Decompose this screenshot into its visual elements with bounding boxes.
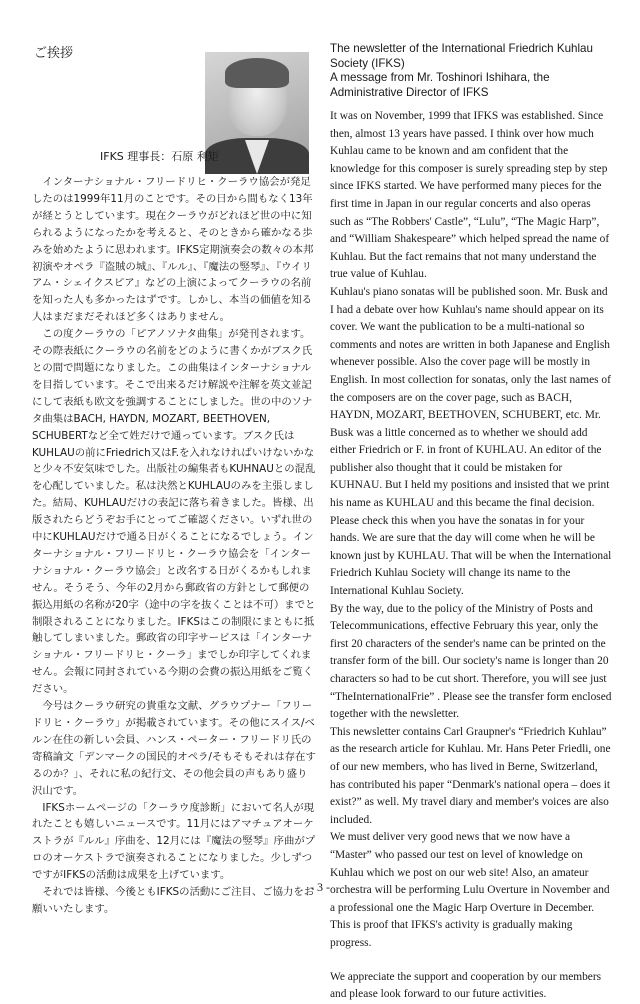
jp-message-body [32,174,316,918]
photo-caption: IFKS 理事長：石原 利矩 [100,150,219,163]
en-paragraph: Kuhlau's piano sonatas will be published soon. Mr. Busk and I had a debate over how Kuhlau's name should appear on its cover. We want the publication to be a multi-national so comments and notes are written in both Japanese and English whenever possible. Also the cover page will be mostly in English. In most collection for sonatas, only the last names of the composers are on the cover page, such as BACH, HAYDN, MOZART, BEETHOVEN, SCHUBERT, etc. Mr. Busk was a little concerned as to whether we should add either Friedrich or F. in front of KUHLAU. An editor of the publisher also thought that it could be mistaken for KUHNAU. But I held my positions and insisted that we print his name as KUHLAU and this became the final decision. Please check this when you have the sonatas in for your hands. We are sure that the day will come when he will be known just by KUHLAU. That will be when the International Friedrich Kuhlau Society will change its name to the International Kuhlau Society. [330,285,612,598]
en-closing-paragraph: We appreciate the support and cooperation by our members and please look forward to our future activities. [330,970,602,1001]
en-message-body [330,108,614,1004]
paragraph-gap [330,953,614,969]
en-paragraph: By the way, due to the policy of the Ministry of Posts and Telecommunications, effective February this year, only the first 20 characters of the sender's name can be printed on the transfer form of the bill. Our society's name is longer than 20 characters so had to be cut short. Therefore, you will see just “TheInternationalFrie” . Please see the transfer form enclosed together with the newsletter. [330,602,612,721]
page-number: - 3 - [310,880,330,894]
jp-paragraph: インターナショナル・フリードリヒ・クーラウ協会が発足したのは1999年11月のことです。その日から間もなく13年が経とうとしています。現在クーラウがどれほど世の中に知られるようになったかを考えると、そのときから確かなる歩みを始めたように思われます。IFKS定期演奏会の数々の本邦初演やオペラ『盗賊の城』、『ルル』、『魔法の竪琴』、『ウイリアム・シェイクスピア』などの上演によってクーラウの名前を知った人も多かったはずです。しかし、本当の価値を知る人はまだまだそれほど多くはありません。 [32,176,314,324]
en-title-line: Administrative Director of IFKS [330,85,489,99]
en-paragraph: It was on November, 1999 that IFKS was established. Since then, almost 13 years have passed. I think over how much Kuhlau came to be known and am confident that the knowledge for this composer is surely spreading step by step since IFKS started. We have performed many pieces for the first time in Japan in our regular concerts and also operas such as “The Robbers' Castle”, “Lulu”, “The Magic Harp”, and “William Shakespeare” which helped spread the name of Kuhlau. But the fact remains that not many understand the true value of Kuhlau. [330,110,610,281]
director-portrait-photo [205,52,309,174]
jp-paragraph: IFKSホームページの「クーラウ度診断」において名人が現れたことも嬉しいニュースです。11月にはアマチュアオーケストラが『ルル』序曲を、12月には『魔法の竪琴』序曲がプロのオーケストラで演奏されることになりました。少しずつですがIFKSの活動は成果を上げています。 [32,801,316,882]
portrait-hair [225,58,289,88]
en-paragraph: This newsletter contains Carl Graupner's “Friedrich Kuhlau” as the research article for Kuhlau. Mr. Hans Peter Friedli, one of our new members, who has lived in Berne, Switzerland, has contributed his paper “Denmark's national opera – does it exist?” as well. My travel diary and member's voices are also included. [330,725,611,826]
jp-paragraph: この度クーラウの「ピアノソナタ曲集」が発刊されます。その際表紙にクーラウの名前をどのように書くかがブスク氏との間で問題になりました。この曲集はインターナショナルを目指しています。そこで出来るだけ解説や注解を英文並記にして表紙も欧文を強調することにしました。世の中のソナタ曲集はBACH, HAYDN, MOZART, BEETHOVEN, SCHUBERTなど全て姓だけで通っています。ブスク氏はKUHLAUの前にFriedrich又はF.を入れなければいけないかなと少々不安気味でした。出版社の編集者もKUHNAUとの混乱を心配していました。私は決然とKUHLAUのみを主張しました。結局、KUHLAUだけの表記に落ち着きました。皆様、出版されたらどうぞお手にとってご確認ください。いずれ世の中にKUHLAUだけで通る日がくることになるでしょう。インターナショナル・フリードリヒ・クーラウ協会を「インターナショナル・クーラウ協会」と改名する日がくるかもしれません。そうそう、今年の2月から郵政省の方針として郵便の振込用紙の名称が20字（途中の字を抜くことは不可）までと制限されることになりました。IFKSはこの制限にまともに抵触してしまいました。郵政省の印字サービスは「インターナショナル・フリードリヒ・クーラ」までしか印字してくれません。会報に同封されている今期の会費の振込用紙をご覧ください。 [32,328,316,696]
en-title-line: A message from Mr. Toshinori Ishihara, the [330,71,550,85]
en-title-line: Society (IFKS) [330,56,405,70]
jp-paragraph: それでは皆様、今後ともIFKSの活動にご注目、ご協力をお願いいたします。 [32,886,315,915]
en-title-block [330,42,610,100]
jp-paragraph: 今号はクーラウ研究の貴重な文献、グラウプナー「フリードリヒ・クーラウ」が掲載されています。その他にスイス/ベルン在住の新しい会員、ハンス・ペーター・フリードリ氏の寄稿論文「デンマークの国民的オペラ/そもそもそれは存在するのか？」、それに私の紀行文、その他会員の声もあり盛り沢山です。 [32,700,316,797]
en-title-line: The newsletter of the International Friedrich Kuhlau [330,42,593,55]
jp-heading: ご挨拶 [34,46,74,61]
en-paragraph: We must deliver very good news that we now have a “Master” who passed our test on level of knowledge on Kuhlau which we post on our web site! Also, an amateur orchestra will be performing Lulu Overture in November and a professional one the Magic Harp Overture in December. This is proof that IFKS's activity is gradually making progress. [330,831,610,949]
